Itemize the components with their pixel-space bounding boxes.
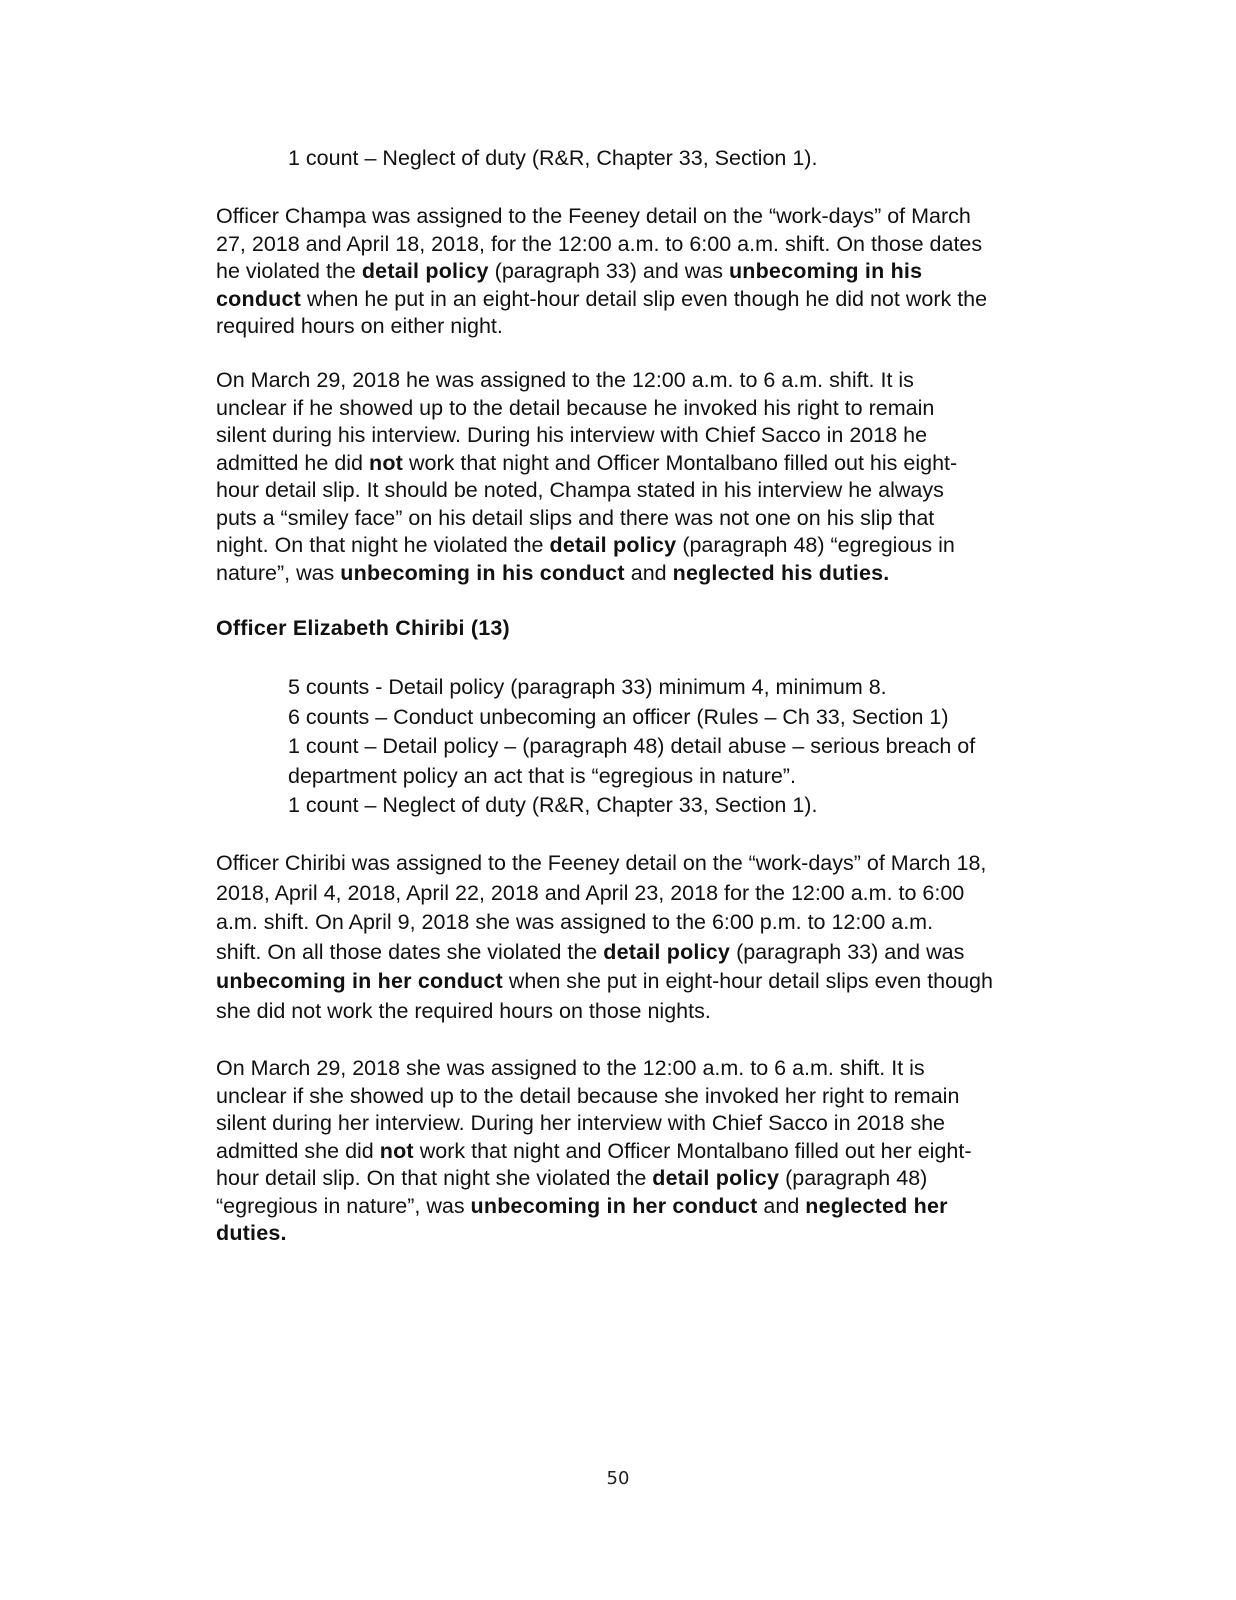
text-run: and <box>757 1193 806 1218</box>
text-run: when she put in eight-hour detail slips even though <box>502 969 993 993</box>
text-run: she did not work the required hours on those nights. <box>216 998 711 1023</box>
paragraph-line <box>216 1165 1096 1193</box>
paragraph-line <box>216 286 1096 314</box>
bold-text-run: duties. <box>216 1221 287 1245</box>
top-count-list <box>288 144 1088 174</box>
bold-text-run: not <box>379 1138 414 1163</box>
paragraph-line <box>216 967 1096 997</box>
count-item: 1 count – Neglect of duty (R&R, Chapter 33, Section 1). <box>288 146 818 170</box>
text-run: work that night and Officer Montalbano filled out his eight- <box>403 450 958 475</box>
text-run: (paragraph 48) “egregious in <box>676 533 955 557</box>
text-run: On March 29, 2018 she was assigned to the 12:00 a.m. to 6 a.m. shift. It is <box>216 1056 925 1080</box>
text-run: admitted she did <box>216 1138 380 1163</box>
bold-text-run: detail policy <box>652 1166 780 1190</box>
bold-text-run: neglected her <box>805 1193 948 1218</box>
bold-text-run: detail policy <box>549 533 677 557</box>
paragraph-line <box>216 477 1096 505</box>
chiribi-count-list <box>288 673 1088 821</box>
paragraph-line <box>216 849 1096 879</box>
text-run: night. On that night he violated the <box>216 533 550 557</box>
bold-text-run: detail policy <box>361 259 489 283</box>
text-run: hour detail slip. On that night she violated the <box>216 1166 653 1190</box>
text-run: nature”, was <box>216 560 341 585</box>
text-run: (paragraph 33) and was <box>488 259 729 283</box>
text-run: Officer Chiribi was assigned to the Feeney detail on the “work-days” of March 18, <box>216 851 987 875</box>
paragraph-line <box>216 997 1096 1027</box>
bold-text-run: not <box>369 450 404 475</box>
text-run: a.m. shift. On April 9, 2018 she was assigned to the 6:00 p.m. to 12:00 a.m. <box>216 910 934 934</box>
paragraph-line <box>216 1193 1096 1221</box>
paragraph-line <box>216 231 1096 259</box>
bold-text-run: neglected his duties. <box>672 560 890 585</box>
paragraph-line <box>216 1055 1096 1083</box>
chiribi-paragraph-2 <box>216 1055 1096 1248</box>
bold-text-run: detail policy <box>603 939 731 964</box>
text-run: when he put in an eight-hour detail slip even though he did not work the <box>301 286 988 311</box>
paragraph-line <box>216 908 1096 938</box>
text-run: 27, 2018 and April 18, 2018, for the 12:00 a.m. to 6:00 a.m. shift. On those dates <box>216 231 983 256</box>
champa-paragraph-1 <box>216 203 1096 341</box>
text-run: shift. On all those dates she violated the <box>216 939 604 964</box>
text-run: Officer Champa was assigned to the Feeney detail on the “work-days” of March <box>216 204 971 228</box>
paragraph-line <box>216 879 1096 909</box>
text-run: he violated the <box>216 259 362 283</box>
page-number: 50 <box>606 1468 630 1489</box>
text-run: silent during his interview. During his interview with Chief Sacco in 2018 he <box>216 423 928 447</box>
paragraph-line <box>216 505 1096 533</box>
text-run: and <box>624 560 673 585</box>
text-run: work that night and Officer Montalbano filled out her eight- <box>413 1138 972 1163</box>
text-run: silent during her interview. During her interview with Chief Sacco in 2018 she <box>216 1111 945 1135</box>
paragraph-line <box>216 203 1096 231</box>
count-item: 6 counts – Conduct unbecoming an officer (Rules – Ch 33, Section 1) <box>288 704 949 729</box>
count-item: 1 count – Neglect of duty (R&R, Chapter 33, Section 1). <box>288 793 818 817</box>
text-run: On March 29, 2018 he was assigned to the 12:00 a.m. to 6 a.m. shift. It is <box>216 368 914 392</box>
count-item: 1 count – Detail policy – (paragraph 48) detail abuse – serious breach of <box>288 734 976 758</box>
champa-paragraph-2 <box>216 367 1096 587</box>
paragraph-line <box>216 395 1096 423</box>
paragraph-line <box>216 1110 1096 1138</box>
bold-text-run: conduct <box>216 286 302 311</box>
text-run: puts a “smiley face” on his detail slips and there was not one on his slip that <box>216 505 935 530</box>
chiribi-paragraph-1 <box>216 849 1096 1026</box>
paragraph-line <box>216 1220 1096 1248</box>
paragraph-line <box>216 560 1096 588</box>
paragraph-line <box>216 532 1096 560</box>
paragraph-line <box>216 367 1096 395</box>
text-run: (paragraph 33) and was <box>730 939 965 964</box>
bold-text-run: unbecoming in her conduct <box>470 1193 758 1218</box>
chiribi-heading: Officer Elizabeth Chiribi (13) <box>216 616 510 640</box>
count-item: department policy an act that is “egregious in nature”. <box>288 763 796 788</box>
bold-text-run: unbecoming in his conduct <box>340 560 625 585</box>
text-run: hour detail slip. It should be noted, Champa stated in his interview he always <box>216 478 944 502</box>
text-run: unclear if he showed up to the detail because he invoked his right to remain <box>216 395 935 420</box>
paragraph-line <box>216 450 1096 478</box>
bold-text-run: unbecoming in her conduct <box>216 969 503 993</box>
text-run: “egregious in nature”, was <box>216 1193 471 1218</box>
bold-text-run: unbecoming in his <box>728 259 923 283</box>
text-run: (paragraph 48) <box>779 1166 928 1190</box>
paragraph-line <box>216 313 1096 341</box>
paragraph-line <box>216 258 1096 286</box>
count-item: 5 counts - Detail policy (paragraph 33) minimum 4, minimum 8. <box>288 675 887 699</box>
text-run: 2018, April 4, 2018, April 22, 2018 and April 23, 2018 for the 12:00 a.m. to 6:00 <box>216 880 965 905</box>
paragraph-line <box>216 422 1096 450</box>
paragraph-line <box>216 1138 1096 1166</box>
paragraph-line <box>216 938 1096 968</box>
text-run: required hours on either night. <box>216 314 503 338</box>
text-run: unclear if she showed up to the detail because she invoked her right to remain <box>216 1083 960 1108</box>
text-run: admitted he did <box>216 450 369 475</box>
paragraph-line <box>216 1083 1096 1111</box>
